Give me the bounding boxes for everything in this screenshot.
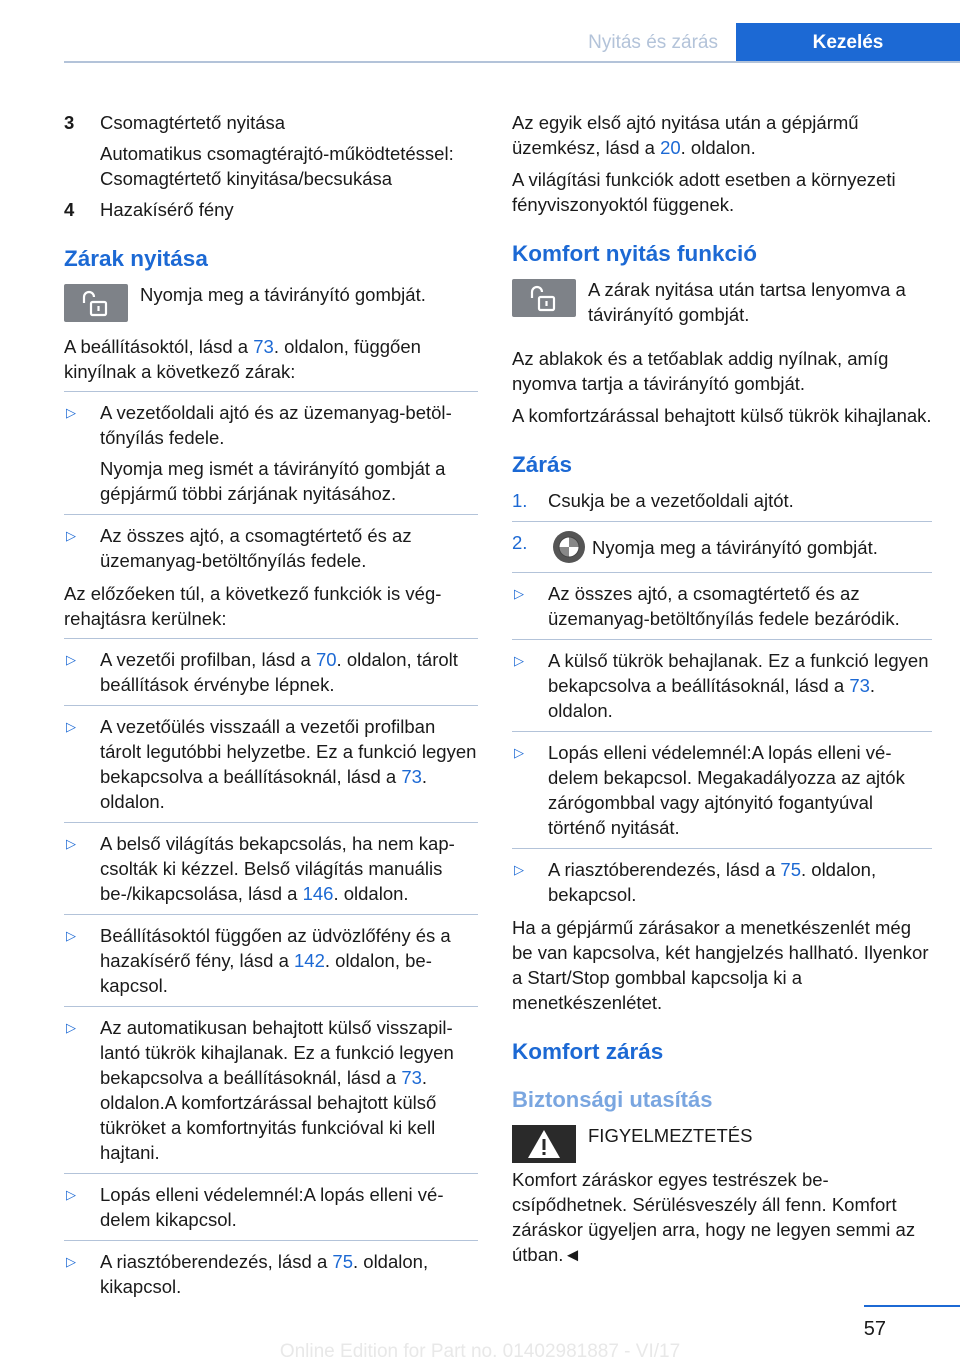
- heading-comfort-close: Komfort zárás: [512, 1039, 664, 1064]
- mirrors-note: A komfortzárással behajtott külső tükrök kihajlanak.: [512, 405, 932, 426]
- page-link[interactable]: 73: [849, 675, 870, 696]
- section-title: Nyitás és zárás: [588, 32, 718, 53]
- left-column: [64, 110, 478, 1307]
- step-number: 1.: [512, 490, 528, 511]
- step-number: 2.: [512, 532, 528, 553]
- heading-comfort-open: Komfort nyitás funkció: [512, 241, 758, 266]
- unlock-instruction-row: [64, 282, 478, 322]
- bullet-triangle-icon: ▷: [66, 1187, 76, 1202]
- lights-note: A világítási funkciók adott esetben a környezeti fényviszonyoktól függenek.: [512, 169, 896, 215]
- bullet-triangle-icon: ▷: [66, 928, 76, 943]
- heading-unlock: Zárak nyitása: [64, 246, 208, 271]
- warning-text: Komfort záráskor egyes testrészek becsípődhetnek. Sérülésveszély áll fenn. Komfort záráskor ügyeljen arra, hogy ne legyen semmi az útban.◄: [512, 1169, 916, 1265]
- bullet-triangle-icon: ▷: [66, 528, 76, 543]
- bullet-triangle-icon: ▷: [514, 653, 524, 668]
- numbered-item: [64, 197, 478, 222]
- unlock-instruction: Nyomja meg a távirányító gombját.: [140, 284, 426, 305]
- header-divider: [64, 61, 960, 63]
- ready-paragraph: Az egyik első ajtó nyitása után a gépjármű üzemkész, lásd a 20. oldalon.: [512, 112, 859, 158]
- windows-note: Az ablakok és a tetőablak addig nyílnak, amíg nyomva tartja a távirányító gombját.: [512, 348, 889, 394]
- item-text: Automatikus csomagtérajtó-működtetéssel: Csomagtértető kinyitása/becsukása: [100, 143, 454, 189]
- item-title: Csomagtértető nyitása: [100, 112, 286, 133]
- settings-paragraph: A beállításoktól, lásd a 73. oldalon, függően kinyílnak a következő zárak:: [64, 336, 421, 382]
- page-link[interactable]: 75: [780, 859, 801, 880]
- bullet-triangle-icon: ▷: [514, 586, 524, 601]
- warning-label: FIGYELMEZTETÉS: [588, 1125, 753, 1146]
- page-number: 57: [863, 1318, 886, 1340]
- comfort-open-instruction: A zárak nyitása után tartsa lenyomva a távirányító gombját.: [588, 279, 906, 325]
- list-item: ▷ A külső tükrök behajlanak. Ez a funkció legyen bekapcsolva a beállításoknál, lásd a 73. oldalon.: [512, 639, 932, 723]
- list-item: ▷ A riasztóberendezés, lásd a 75. oldalon, bekapcsol.: [512, 848, 932, 907]
- page-link[interactable]: 142: [294, 950, 325, 971]
- page-link[interactable]: 20: [660, 137, 681, 158]
- right-column: [512, 110, 932, 1274]
- warning-triangle-icon: [512, 1125, 576, 1163]
- bullet-triangle-icon: ▷: [66, 1020, 76, 1035]
- page-link[interactable]: 70: [315, 649, 337, 670]
- unlock-button-icon: [64, 284, 128, 322]
- list-item: ▷ Lopás elleni védelemnél:A lopás elleni védelem bekapcsol. Megakadályozza az ajtók zárógombbal vagy ajtónyitó fogantyúval történő nyitását.: [512, 731, 932, 840]
- page-link[interactable]: 75: [332, 1251, 353, 1272]
- bullet-triangle-icon: ▷: [514, 745, 524, 760]
- list-item: ▷ Az automatikusan behajtott külső visszapillantó tükrök kihajlanak. Ez a funkció legyen bekapcsolva a beállításoknál, lásd a 73. oldalon.A komfortzárással behajtott külső tükröket a komfortnyitás funkcióval ki kell hajtani.: [64, 1006, 478, 1165]
- item-number: 4: [64, 199, 75, 220]
- bullet-triangle-icon: ▷: [66, 652, 76, 667]
- list-item: ▷ Beállításoktól függően az üdvözlőfény és a hazakísérő fény, lásd a 142. oldalon, bekapcsol.: [64, 914, 478, 998]
- list-item: ▷ A belső világítás bekapcsolás, ha nem kapcsolták ki kézzel. Belső világítás manuális be-/kikapcsolása, lásd a 146. oldalon.: [64, 822, 478, 906]
- unlock-button-icon: [512, 279, 576, 317]
- list-item: ▷ A riasztóberendezés, lásd a 75. oldalon, kikapcsol.: [64, 1240, 478, 1299]
- step-item: 1. Csukja be a vezetőoldali ajtót.: [512, 490, 794, 511]
- bullet-triangle-icon: ▷: [66, 1254, 76, 1269]
- page-link[interactable]: 73: [401, 766, 422, 787]
- step-item: 2. Nyomja meg a távirányító gombját.: [512, 521, 932, 564]
- footer-edition: Online Edition for Part no. 01402981887 - VI/17: [279, 1341, 681, 1362]
- bullet-triangle-icon: ▷: [514, 862, 524, 877]
- bullet-triangle-icon: ▷: [66, 719, 76, 734]
- heading-safety: Biztonsági utasítás: [512, 1087, 713, 1112]
- list-item: ▷ A vezetőülés visszaáll a vezetői profilban tárolt legutóbbi helyzetbe. Ez a funkció legyen bekapcsolva a beállításoknál, lásd a 73. oldalon.: [64, 705, 478, 814]
- item-title: Hazakísérő fény: [100, 199, 234, 220]
- list-item: ▷ A vezetői profilban, lásd a 70. oldalon, tárolt beállítások érvénybe lépnek.: [64, 638, 478, 697]
- bmw-logo-icon: [552, 530, 586, 564]
- ready-lock-note: Ha a gépjármű zárásakor a menetkészenlét még be van kapcsolva, két hangjelzés hallható. Ilyenkor a Start/Stop gombbal kapcsolja ki a menetkészenlétet.: [512, 917, 929, 1013]
- item-number: 3: [64, 112, 75, 133]
- list-item: ▷ Az összes ajtó, a csomagtértető és az üzemanyag-betöltőnyílás fedele bezáródik.: [512, 572, 932, 631]
- functions-intro: Az előzőeken túl, a következő funkciók is végrehajtásra kerülnek:: [64, 583, 442, 629]
- bullet-triangle-icon: ▷: [66, 405, 76, 420]
- list-item: ▷ Lopás elleni védelemnél:A lopás elleni védelem kikapcsol.: [64, 1173, 478, 1232]
- heading-lock: Zárás: [512, 452, 573, 477]
- warning-row: [512, 1123, 932, 1163]
- list-item: ▷ Az összes ajtó, a csomagtértető és az üzemanyag-betöltőnyílás fedele.: [64, 514, 478, 573]
- page-header: [588, 23, 960, 62]
- bullet-triangle-icon: ▷: [66, 836, 76, 851]
- comfort-open-row: [512, 277, 932, 334]
- page-link[interactable]: 73: [253, 336, 274, 357]
- numbered-item: [64, 110, 478, 191]
- page-link[interactable]: 146: [302, 883, 334, 904]
- chapter-tab[interactable]: Kezelés: [736, 23, 960, 62]
- page-link[interactable]: 73: [401, 1067, 422, 1088]
- footer-divider: [864, 1305, 960, 1307]
- list-item: ▷ A vezetőoldali ajtó és az üzemanyag-betöltőnyílás fedele. Nyomja meg ismét a távirányító gombját a gépjármű többi zárjának nyitásához.: [64, 391, 478, 506]
